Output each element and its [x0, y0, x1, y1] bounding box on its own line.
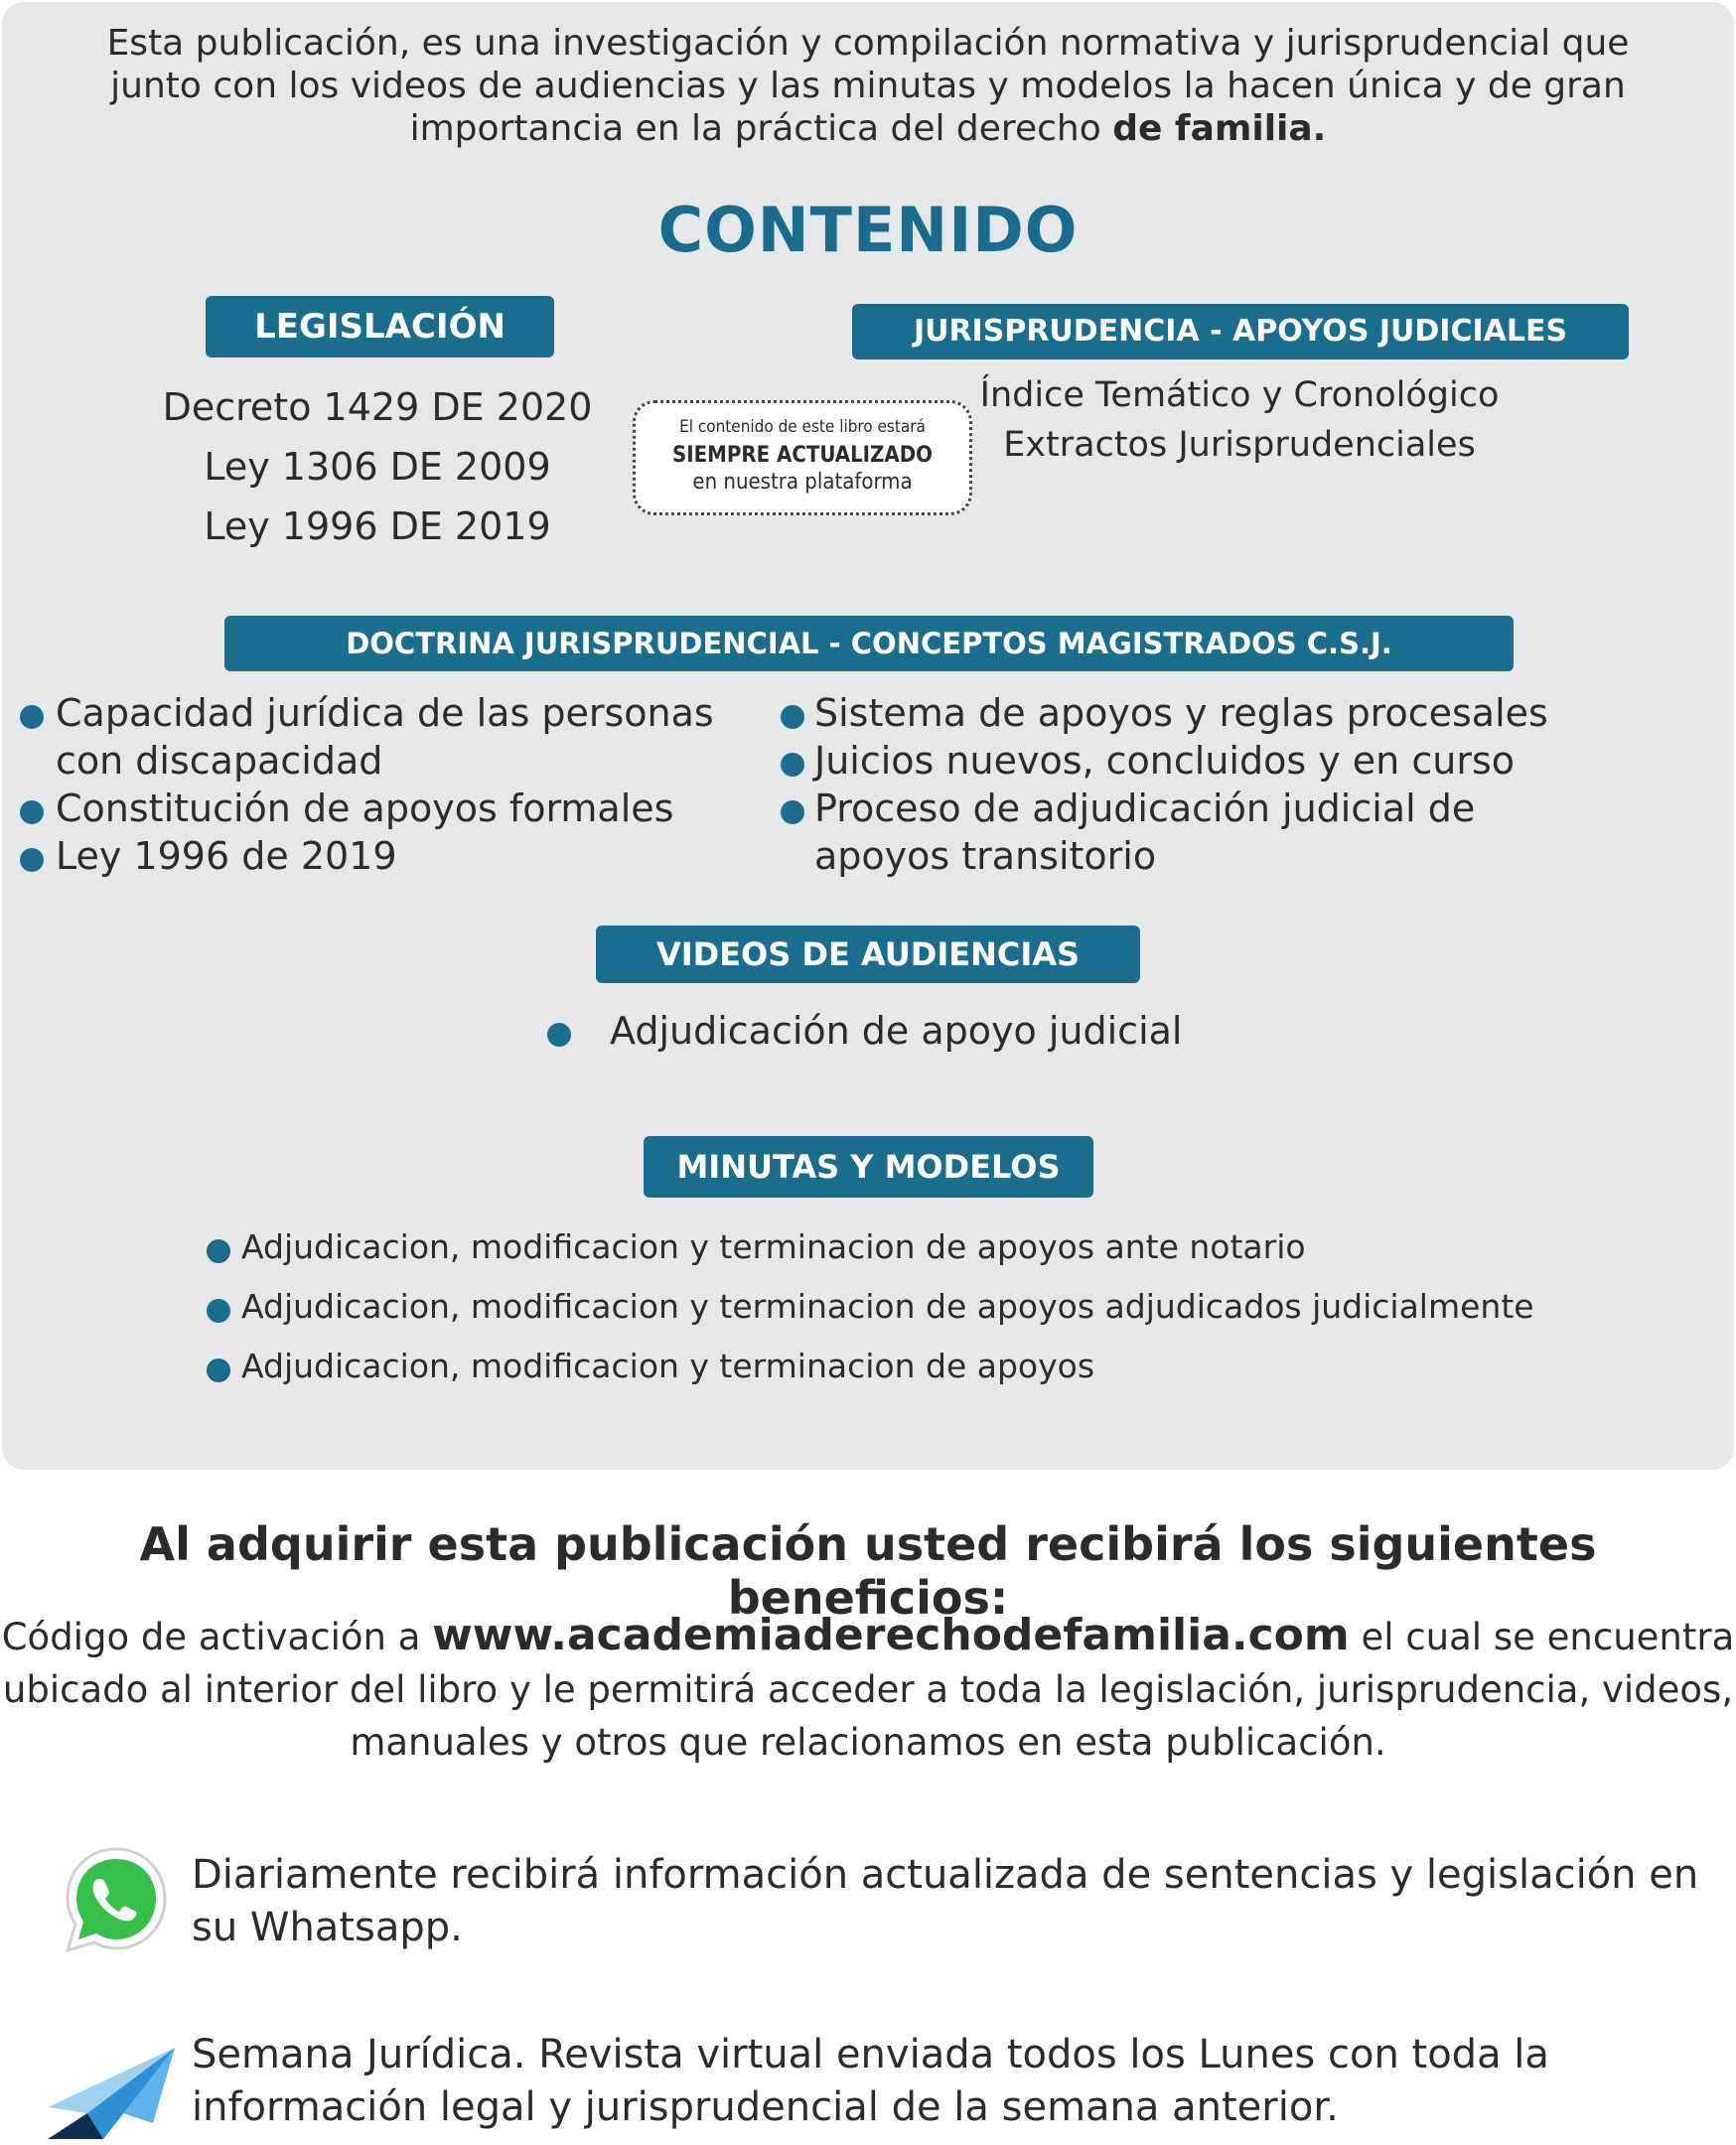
doctrina-left-line: con discapacidad	[56, 739, 383, 783]
bullet-icon	[781, 705, 804, 729]
doctrina-right-line: Sistema de apoyos y reglas procesales	[814, 691, 1548, 735]
videos-item: Adjudicación de apoyo judicial	[610, 1009, 1183, 1053]
legislacion-item: Ley 1306 DE 2009	[204, 445, 551, 489]
doctrina-right-item	[814, 689, 1548, 737]
jurisprudencia-item: Índice Temático y Cronológico	[979, 375, 1500, 415]
minutas-item: Adjudicacion, modificacion y terminacion de apoyos	[241, 1347, 1095, 1385]
doctrina-right-line: Proceso de adjudicación judicial de	[814, 786, 1476, 830]
doctrina-left-line: Capacidad jurídica de las personas	[56, 691, 714, 735]
activation-pre: Código de activación a	[1, 1616, 421, 1658]
minutas-item: Adjudicacion, modificacion y terminacion de apoyos adjudicados judicialmente	[241, 1287, 1534, 1326]
doctrina-right-line: Juicios nuevos, concluidos y en curso	[814, 739, 1515, 783]
bullet-icon	[207, 1299, 230, 1323]
activation-site-link[interactable]: www.academiaderechodefamilia.com	[432, 1610, 1350, 1660]
doctrina-tag: DOCTRINA JURISPRUDENCIAL - CONCEPTOS MAGISTRADOS C.S.J.	[224, 616, 1514, 671]
activation-paragraph	[0, 1609, 1736, 1769]
minutas-item: Adjudicacion, modificacion y terminacion de apoyos ante notario	[241, 1227, 1306, 1266]
legislacion-item: Decreto 1429 DE 2020	[162, 385, 593, 429]
always-updated-stamp	[633, 400, 972, 515]
minutas-tag: MINUTAS Y MODELOS	[644, 1136, 1093, 1198]
doctrina-left-item	[56, 832, 397, 880]
doctrina-left-line: Ley 1996 de 2019	[56, 834, 397, 878]
intro-bold-end: de familia.	[1112, 108, 1327, 149]
benefits-title: Al adquirir esta publicación usted recibirá los siguientes beneficios:	[139, 1517, 1597, 1625]
legislacion-item: Ley 1996 DE 2019	[204, 504, 551, 548]
doctrina-left-line: Constitución de apoyos formales	[56, 786, 674, 830]
stamp-line-2: SIEMPRE ACTUALIZADO	[672, 443, 933, 468]
whatsapp-benefit: Diariamente recibirá información actualizada de sentencias y legislación en su Whatsapp.	[192, 1852, 1699, 1950]
bullet-icon	[20, 848, 44, 872]
legislacion-tag: LEGISLACIÓN	[206, 296, 554, 358]
paper-plane-icon	[44, 2044, 177, 2141]
bullet-icon	[207, 1358, 230, 1382]
stamp-line-1: El contenido de este libro estará	[679, 417, 926, 437]
intro-text: Esta publicación, es una investigación y compilación normativa y jurisprudencial que junto con los videos de audiencias y las minutas y modelos la hacen única y de gran importancia en la práctica del derecho	[106, 23, 1630, 149]
semana-juridica-benefit: Semana Jurídica. Revista virtual enviada todos los Lunes con toda la información legal y jurisprudencial de la semana anterior.	[192, 2032, 1549, 2130]
bullet-icon	[781, 800, 804, 824]
bullet-icon	[20, 800, 44, 824]
activation-post: el cual se encuentra ubicado al interior del libro y le permitirá acceder a toda la legislación, jurisprudencia, videos, manuales y otros que relacionamos en esta publicación.	[2, 1616, 1735, 1764]
doctrina-right-item	[814, 737, 1515, 785]
doctrina-left-item	[56, 785, 673, 832]
doctrina-left-item	[56, 689, 714, 785]
jurisprudencia-item: Extractos Jurisprudenciales	[1003, 425, 1476, 465]
bullet-icon	[781, 753, 804, 777]
bullet-icon	[20, 705, 44, 729]
doctrina-right-line: apoyos transitorio	[814, 834, 1157, 878]
jurisprudencia-tag: JURISPRUDENCIA - APOYOS JUDICIALES	[852, 304, 1629, 359]
bullet-icon	[547, 1023, 571, 1047]
contenido-title: CONTENIDO	[657, 194, 1079, 266]
doctrina-right-item	[814, 785, 1475, 880]
stamp-line-3: en nuestra plataforma	[692, 470, 913, 495]
whatsapp-icon	[60, 1843, 173, 1956]
bullet-icon	[207, 1239, 230, 1263]
intro-paragraph	[60, 22, 1676, 150]
videos-tag: VIDEOS DE AUDIENCIAS	[596, 926, 1140, 983]
